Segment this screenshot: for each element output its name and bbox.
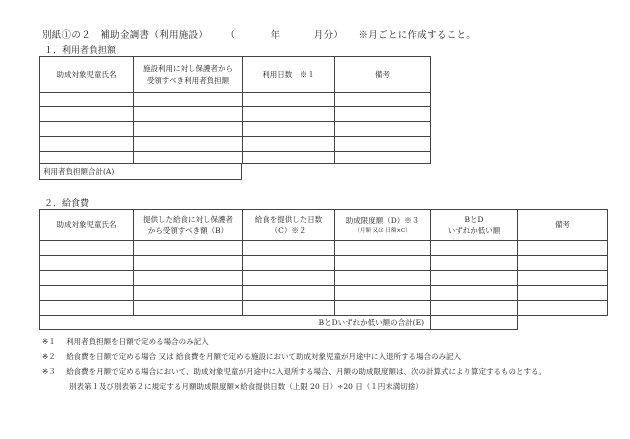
table-cell[interactable] [335, 122, 431, 137]
note-text: 利用者負担額を日額で定める場合のみ記入 [66, 337, 209, 346]
table-cell[interactable] [40, 137, 134, 152]
col-lower [431, 210, 518, 241]
table-cell[interactable] [134, 241, 243, 256]
table-cell[interactable] [335, 152, 431, 164]
meal-cost-total-label: BとDいずれか低い額の合計(E) [40, 316, 431, 330]
table-cell[interactable] [243, 256, 335, 271]
user-burden-table [39, 56, 431, 164]
col-usage-days: 利用日数 ※１ [243, 57, 335, 93]
col-lower-line1: BとD [464, 214, 484, 224]
table-row [40, 137, 431, 152]
table-cell[interactable] [40, 286, 134, 301]
table-row [40, 107, 431, 122]
user-burden-total: 利用者負担額合計(A) [39, 163, 242, 180]
note-text: 給食費を日額で定める場合 又は 給食費を月額で定める施設において助成対象児童が月途中に入退所する場合のみ記入 [66, 352, 461, 361]
table-cell[interactable] [243, 137, 335, 152]
col-days-line1: 給食を提供した日数 [254, 214, 323, 224]
table-cell[interactable] [518, 271, 608, 286]
table-cell[interactable] [431, 256, 518, 271]
col-remarks: 備考 [335, 57, 431, 93]
table-row [40, 286, 608, 301]
meal-cost-table [39, 209, 608, 330]
col-provided-line2: から受領すべき額（B） [147, 226, 229, 235]
note-3-formula: 別表第１及び別表第２に規定する月額助成限度額×給食提供日数（上限 20 日）÷20 日（１円未満切捨） [69, 382, 423, 391]
table-cell[interactable] [134, 286, 243, 301]
col-burden-line2: 受領すべき利用者負担額 [146, 75, 230, 85]
table-cell[interactable] [243, 271, 335, 286]
total-row [40, 316, 608, 330]
table-cell[interactable] [243, 286, 335, 301]
table-row [40, 301, 608, 316]
table-header-row [40, 210, 608, 241]
table-cell[interactable] [518, 241, 608, 256]
table-cell[interactable] [40, 122, 134, 137]
col-meal-days [243, 210, 335, 241]
table-cell[interactable] [335, 271, 431, 286]
note-mark: ※１ [42, 337, 56, 346]
col-days-line2: （C）※２ [270, 226, 307, 235]
table-cell[interactable] [431, 286, 518, 301]
table-cell[interactable] [134, 137, 243, 152]
table-cell[interactable] [243, 301, 335, 316]
col-limit [335, 210, 431, 241]
month-unit: 月分） [313, 30, 344, 41]
table-cell[interactable] [134, 271, 243, 286]
table-cell[interactable] [335, 107, 431, 122]
table-cell[interactable] [431, 301, 518, 316]
col-lower-line2: いずれか低い額 [447, 226, 501, 235]
table-cell[interactable] [431, 271, 518, 286]
note-2 [42, 351, 461, 362]
table-cell[interactable] [518, 301, 608, 316]
table-row [40, 152, 431, 164]
table-cell[interactable] [40, 107, 134, 122]
table-cell[interactable] [40, 271, 134, 286]
col-limit-line2: （月額 又は 日額×C） [354, 227, 411, 234]
table-cell[interactable] [243, 152, 335, 164]
note-mark: ※２ [42, 352, 56, 361]
table-cell[interactable] [335, 241, 431, 256]
col-child-name: 助成対象児童氏名 [40, 57, 134, 93]
table-cell[interactable] [40, 256, 134, 271]
table-cell[interactable] [134, 152, 243, 164]
table-cell[interactable] [335, 137, 431, 152]
note-mark: ※３ [42, 367, 56, 376]
table-row [40, 122, 431, 137]
table-cell[interactable] [335, 256, 431, 271]
col-remarks: 備考 [518, 210, 608, 241]
table-header-row [40, 57, 431, 93]
table-cell[interactable] [335, 93, 431, 107]
year-unit: 年 [270, 30, 281, 41]
table-cell[interactable] [40, 301, 134, 316]
empty-cell [518, 316, 608, 330]
meal-cost-total-value[interactable] [431, 316, 518, 330]
table-cell[interactable] [243, 93, 335, 107]
table-cell[interactable] [335, 301, 431, 316]
table-cell[interactable] [518, 256, 608, 271]
table-cell[interactable] [40, 93, 134, 107]
section1-heading: １．利用者負担額 [44, 46, 117, 56]
section2-heading: ２．給食費 [44, 199, 90, 209]
col-provided-amount [134, 210, 243, 241]
table-row [40, 93, 431, 107]
table-cell[interactable] [243, 241, 335, 256]
period-open: （ [225, 30, 236, 41]
table-cell[interactable] [134, 122, 243, 137]
table-cell[interactable] [134, 93, 243, 107]
col-burden-line1: 施設利用に対し保護者から [143, 64, 233, 74]
table-row [40, 256, 608, 271]
table-cell[interactable] [518, 286, 608, 301]
table-cell[interactable] [134, 256, 243, 271]
table-cell[interactable] [40, 241, 134, 256]
table-cell[interactable] [431, 241, 518, 256]
form-name: 補助金調書（利用施設） [100, 30, 209, 41]
form-title [42, 27, 476, 41]
col-burden-amount [134, 57, 243, 93]
table-cell[interactable] [134, 301, 243, 316]
table-cell[interactable] [243, 122, 335, 137]
col-limit-line1: 助成限度額（D）※３ [345, 216, 420, 226]
note-text: 給食費を月額で定める場合において、助成対象児童が月途中に入退所する場合、月額の助成限度額は、次の計算式により算定するものとする。 [66, 367, 547, 376]
table-row [40, 241, 608, 256]
table-cell[interactable] [134, 107, 243, 122]
col-child-name: 助成対象児童氏名 [40, 210, 134, 241]
table-row [40, 271, 608, 286]
table-cell[interactable] [335, 286, 431, 301]
header-note: ※月ごとに作成すること。 [358, 30, 477, 41]
form-id: 別紙①の２ [42, 30, 92, 41]
note-3 [42, 366, 546, 377]
table-cell[interactable] [40, 152, 134, 164]
note-1 [42, 336, 209, 347]
table-cell[interactable] [243, 107, 335, 122]
col-provided-line1: 提供した給食に対し保護者 [143, 214, 233, 224]
